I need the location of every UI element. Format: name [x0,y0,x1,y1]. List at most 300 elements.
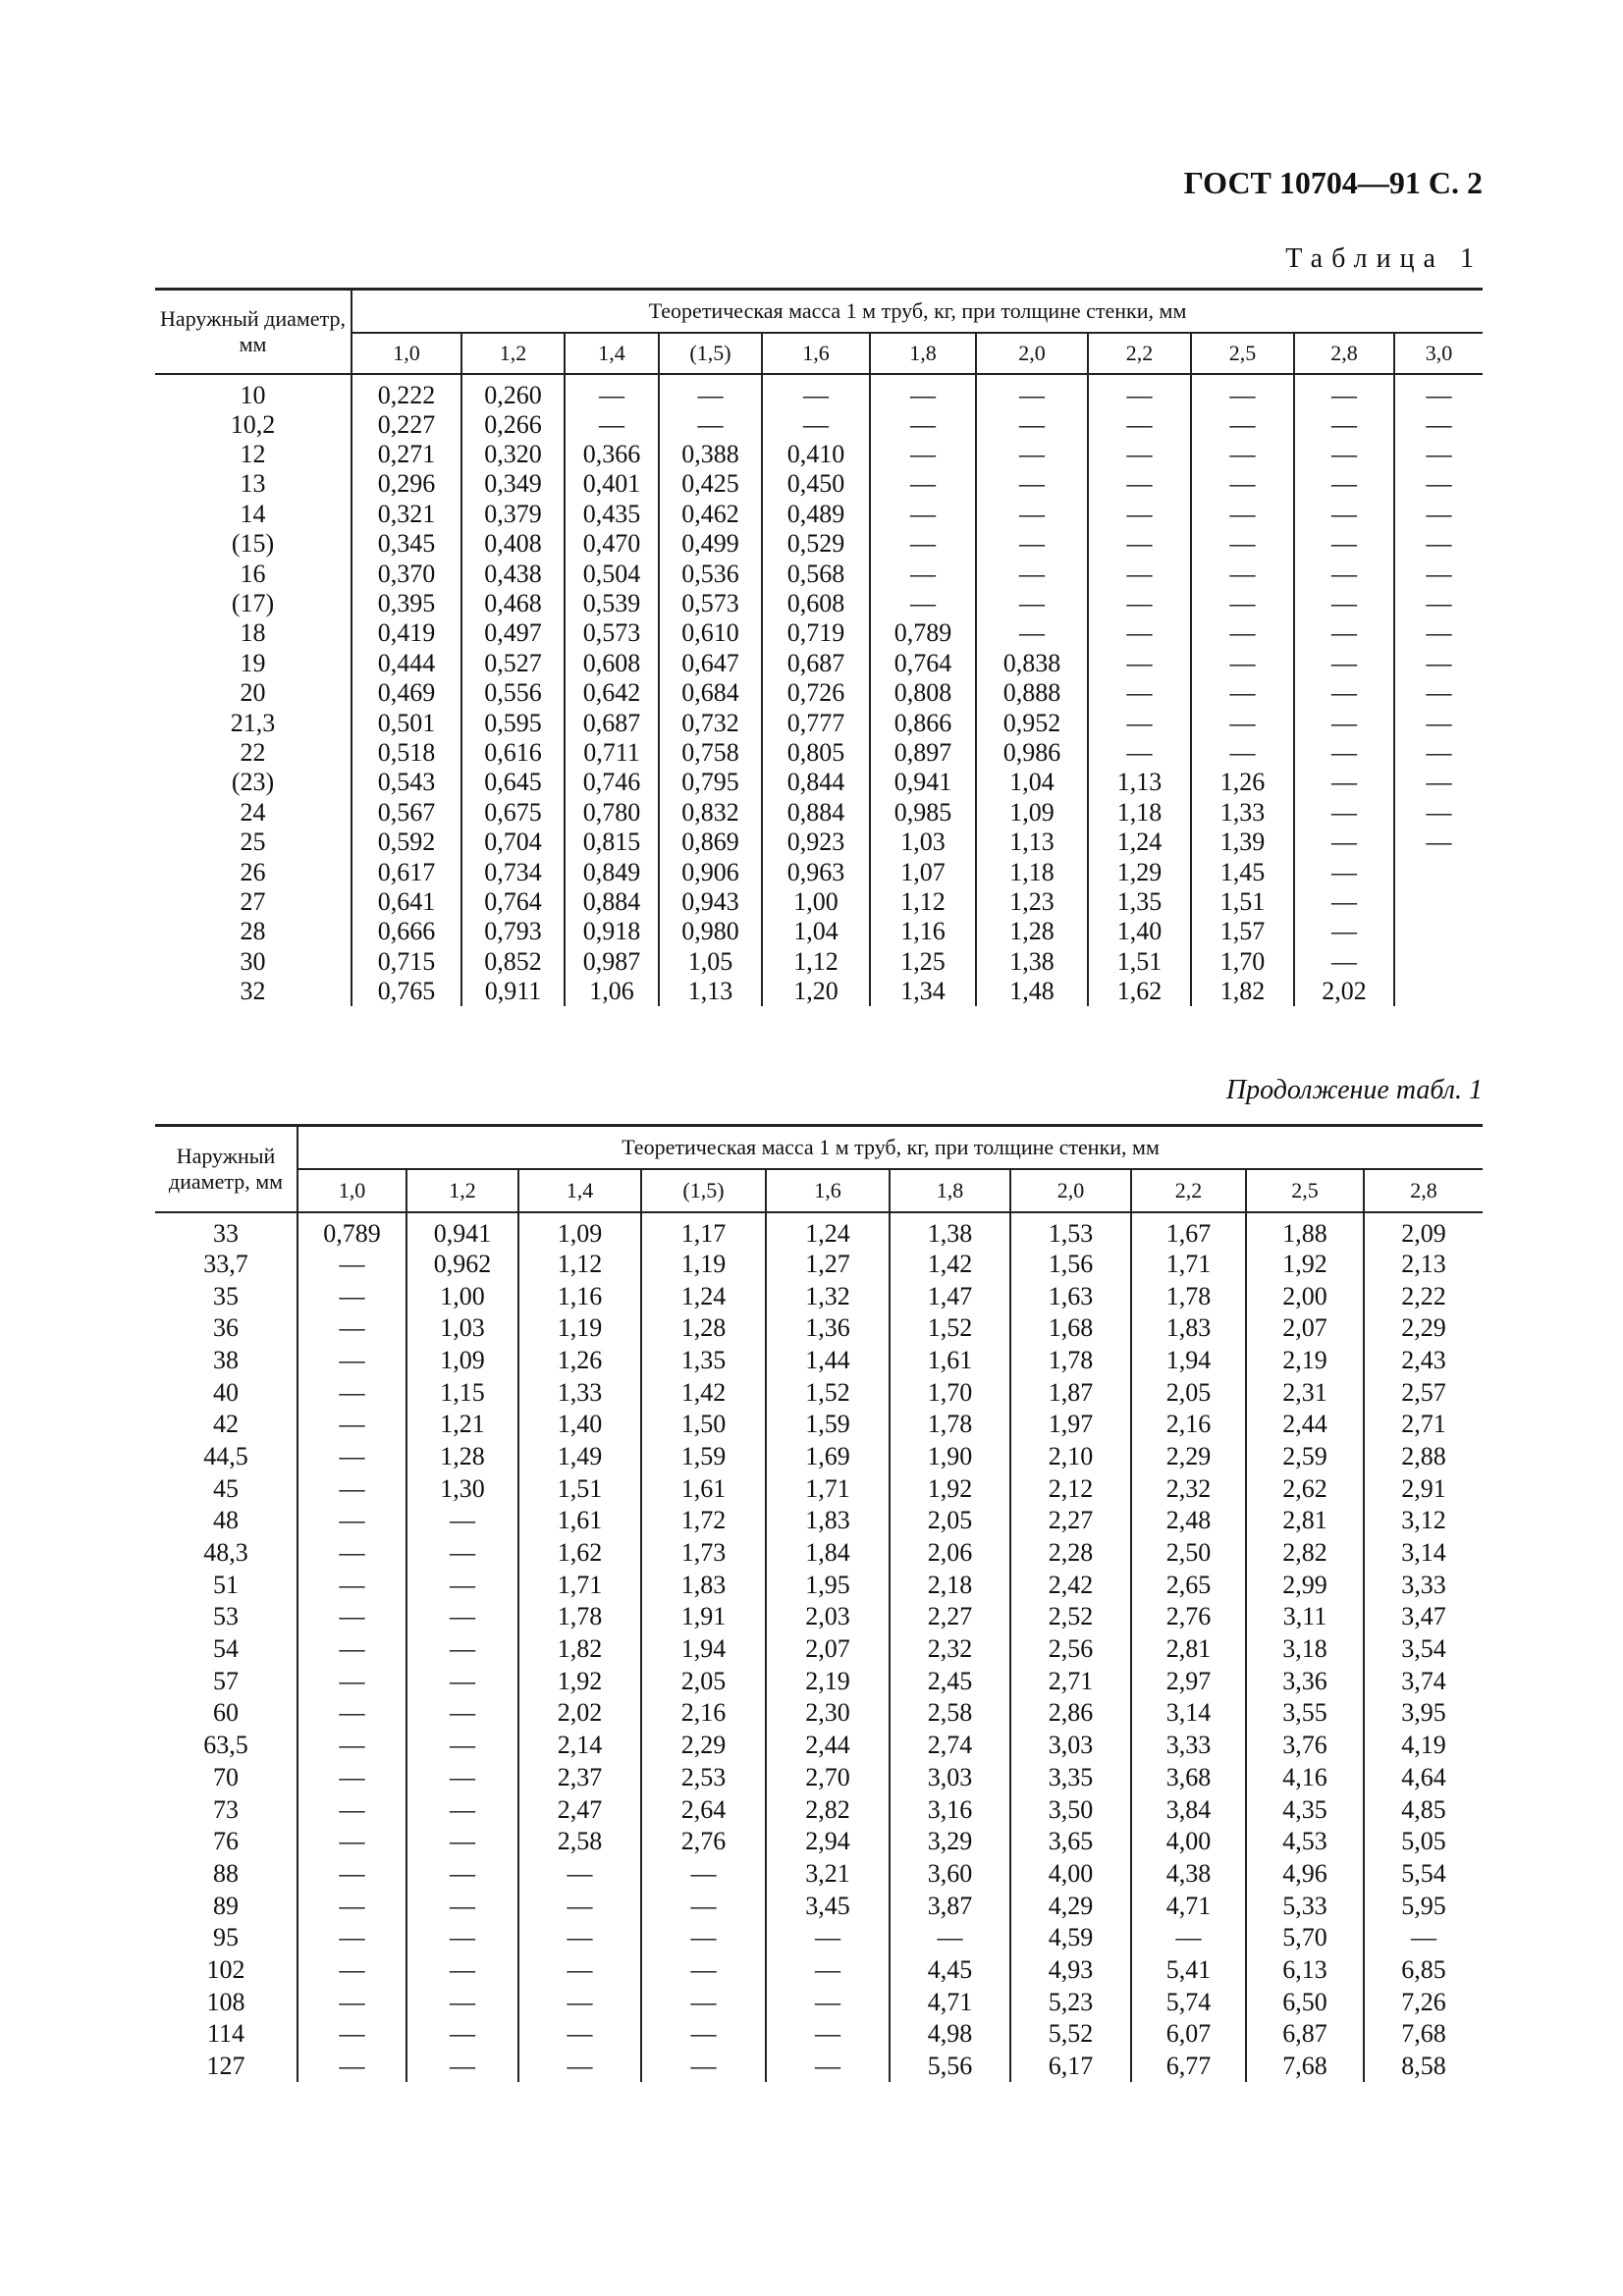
mass-cell: 3,11 [1246,1601,1364,1633]
mass-cell: 1,94 [641,1633,766,1666]
mass-cell: — [518,1986,641,2018]
mass-cell: — [1294,738,1394,768]
mass-cell: 2,27 [890,1601,1010,1633]
mass-cell: 1,12 [762,947,870,977]
mass-cell: — [1394,828,1483,857]
mass-cell: 0,941 [406,1212,518,1249]
outer-diameter-cell: 102 [206,1954,245,1984]
mass-cell: 3,76 [1246,1730,1364,1762]
mass-cell: 1,20 [762,977,870,1006]
mass-cell: 1,28 [641,1312,766,1345]
mass-cell: 2,19 [766,1665,890,1697]
mass-cell: 1,78 [890,1409,1010,1441]
table-row [155,1986,1483,2018]
outer-diameter-cell: 95 [213,1923,239,1952]
mass-cell: 0,539 [565,589,659,618]
mass-cell: 3,14 [1364,1537,1483,1570]
mass-cell: 2,42 [1010,1569,1131,1601]
table2-col-header: 1,4 [518,1169,641,1212]
outer-diameter-cell: 73 [213,1794,239,1824]
mass-cell: 0,952 [976,708,1088,737]
mass-cell: 2,45 [890,1665,1010,1697]
mass-cell: 2,02 [1294,977,1394,1006]
mass-cell: 2,07 [766,1633,890,1666]
mass-cell: 0,296 [352,469,461,499]
outer-diameter-cell: 19 [240,648,266,677]
mass-cell: — [406,2018,518,2051]
mass-cell: 1,18 [976,857,1088,886]
mass-cell: 0,518 [352,738,461,768]
mass-cell: — [298,1793,406,1826]
mass-cell: 3,54 [1364,1633,1483,1666]
mass-cell: 1,21 [406,1409,518,1441]
mass-cell: 1,83 [766,1505,890,1537]
mass-cell: 2,37 [518,1762,641,1794]
mass-cell: — [976,469,1088,499]
mass-cell: — [1191,589,1294,618]
mass-cell: — [1294,500,1394,529]
mass-cell: 0,573 [659,589,762,618]
mass-cell: — [406,1762,518,1794]
outer-diameter-cell: 16 [240,559,266,588]
mass-cell: 2,76 [1131,1601,1246,1633]
mass-cell: 1,04 [762,917,870,946]
mass-cell: — [298,1954,406,1987]
mass-cell: 3,12 [1364,1505,1483,1537]
mass-cell: 2,44 [1246,1409,1364,1441]
mass-cell: — [1294,410,1394,440]
mass-cell: — [1088,708,1191,737]
mass-cell: 1,45 [1191,857,1294,886]
mass-cell: — [298,2018,406,2051]
mass-cell: — [1394,410,1483,440]
table2-col-header: 1,8 [890,1169,1010,1212]
mass-cell: 0,765 [352,977,461,1006]
mass-cell: 2,94 [766,1826,890,1858]
mass-cell: — [406,1697,518,1730]
outer-diameter-cell: 32 [240,977,266,1006]
mass-cell: — [641,1922,766,1954]
mass-cell: — [976,374,1088,410]
mass-cell: 2,16 [1131,1409,1246,1441]
mass-cell: 5,23 [1010,1986,1131,2018]
mass-cell: — [976,559,1088,588]
mass-cell: 4,45 [890,1954,1010,1987]
mass-cell: — [298,2051,406,2083]
mass-cell: 0,320 [461,440,565,469]
mass-cell: — [766,1922,890,1954]
table-row [155,1793,1483,1826]
outer-diameter-cell: 30 [240,946,266,976]
mass-cell: — [298,1665,406,1697]
mass-cell: 3,33 [1131,1730,1246,1762]
table-row [155,678,1483,708]
table-row [155,1472,1483,1505]
mass-cell: — [1088,678,1191,708]
mass-cell: 0,366 [565,440,659,469]
mass-cell: 0,832 [659,798,762,828]
mass-cell: 1,52 [890,1312,1010,1345]
mass-cell: — [976,410,1088,440]
mass-cell: 5,56 [890,2051,1010,2083]
mass-cell: — [298,1409,406,1441]
mass-cell: 2,70 [766,1762,890,1794]
mass-cell: — [298,1762,406,1794]
table2-col-header: 2,5 [1246,1169,1364,1212]
outer-diameter-cell: 24 [240,797,266,827]
mass-cell: 0,684 [659,678,762,708]
mass-cell: 1,35 [641,1345,766,1377]
mass-cell: 0,536 [659,559,762,588]
outer-diameter-cell: 21,3 [230,708,276,737]
mass-cell: — [1191,649,1294,678]
mass-cell: 1,09 [406,1345,518,1377]
mass-cell: 4,19 [1364,1730,1483,1762]
mass-cell: 1,00 [762,887,870,917]
table-row [155,589,1483,618]
mass-cell: — [1088,374,1191,410]
mass-cell: 0,941 [870,768,976,797]
mass-cell: 0,866 [870,708,976,737]
mass-cell: 2,97 [1131,1665,1246,1697]
mass-cell: 6,17 [1010,2051,1131,2083]
mass-cell: 0,608 [565,649,659,678]
mass-cell: 0,645 [461,768,565,797]
table-row [155,618,1483,648]
mass-cell: 5,33 [1246,1890,1364,1922]
mass-cell: 1,32 [766,1280,890,1312]
mass-cell: 2,74 [890,1730,1010,1762]
table-row [155,887,1483,917]
mass-cell: — [766,2018,890,2051]
mass-cell: 2,19 [1246,1345,1364,1377]
mass-cell [1394,947,1483,977]
mass-cell: 0,573 [565,618,659,648]
table-row [155,798,1483,828]
table-row [155,1890,1483,1922]
mass-cell: — [1088,440,1191,469]
mass-cell: 1,59 [641,1441,766,1473]
mass-cell: 0,529 [762,529,870,559]
mass-cell: 5,54 [1364,1858,1483,1891]
mass-cell: 1,61 [641,1472,766,1505]
mass-cell: 4,64 [1364,1762,1483,1794]
table1-caption: Таблица 1 [1285,243,1483,274]
mass-cell: 1,78 [518,1601,641,1633]
mass-cell: 1,36 [766,1312,890,1345]
table-row [155,1569,1483,1601]
mass-cell: 0,608 [762,589,870,618]
mass-cell: 0,567 [352,798,461,828]
mass-cell: — [518,1890,641,1922]
mass-cell: 2,88 [1364,1441,1483,1473]
outer-diameter-cell: 44,5 [203,1441,248,1470]
mass-cell: — [870,469,976,499]
mass-cell: 2,02 [518,1697,641,1730]
mass-cell: 0,888 [976,678,1088,708]
mass-cell: — [1294,708,1394,737]
mass-cell: 1,51 [1191,887,1294,917]
mass-cell: 4,35 [1246,1793,1364,1826]
mass-cell: 1,59 [766,1409,890,1441]
mass-cell: 1,68 [1010,1312,1131,1345]
mass-cell: 6,13 [1246,1954,1364,1987]
mass-cell: 3,14 [1131,1697,1246,1730]
mass-cell: — [1294,469,1394,499]
mass-cell [1394,977,1483,1006]
mass-cell: 4,93 [1010,1954,1131,1987]
mass-cell: 8,58 [1364,2051,1483,2083]
mass-cell: — [762,374,870,410]
outer-diameter-cell: 10,2 [230,409,276,439]
table2-col-header: 1,2 [406,1169,518,1212]
table-row [155,1249,1483,1281]
mass-cell: 0,764 [870,649,976,678]
mass-cell: 2,81 [1246,1505,1364,1537]
mass-cell: — [1294,678,1394,708]
mass-cell: 1,05 [659,947,762,977]
mass-cell: 1,69 [766,1441,890,1473]
mass-cell: — [1364,1922,1483,1954]
outer-diameter-cell: 28 [240,917,266,946]
mass-cell: — [1191,678,1294,708]
mass-cell: — [1088,559,1191,588]
mass-cell: — [976,500,1088,529]
mass-cell: 5,74 [1131,1986,1246,2018]
mass-cell: 1,33 [1191,798,1294,828]
outer-diameter-cell: 88 [213,1858,239,1888]
mass-cell: 5,70 [1246,1922,1364,1954]
table-row [155,1665,1483,1697]
mass-cell: 2,58 [518,1826,641,1858]
mass-cell: — [406,1505,518,1537]
outer-diameter-cell: (23) [231,768,275,797]
mass-cell: 3,03 [1010,1730,1131,1762]
mass-cell: — [1394,589,1483,618]
mass-cell: — [565,410,659,440]
table2 [155,1124,1483,2082]
mass-cell: — [1394,618,1483,648]
mass-cell: 1,13 [976,828,1088,857]
mass-cell: — [641,1954,766,1987]
mass-cell: 0,489 [762,500,870,529]
mass-cell: 0,260 [461,374,565,410]
table-row [155,917,1483,946]
mass-cell: 2,28 [1010,1537,1131,1570]
mass-cell: 4,00 [1010,1858,1131,1891]
mass-cell: 6,50 [1246,1986,1364,2018]
mass-cell: 0,419 [352,618,461,648]
mass-cell: 0,793 [461,917,565,946]
mass-cell: 2,32 [890,1633,1010,1666]
mass-cell: 0,884 [565,887,659,917]
mass-cell: 3,74 [1364,1665,1483,1697]
mass-cell: 1,71 [1131,1249,1246,1281]
mass-cell: 2,06 [890,1537,1010,1570]
mass-cell: 1,03 [406,1312,518,1345]
mass-cell: — [298,1376,406,1409]
mass-cell: 0,271 [352,440,461,469]
mass-cell: 2,30 [766,1697,890,1730]
mass-cell: — [518,2018,641,2051]
mass-cell: 0,675 [461,798,565,828]
outer-diameter-cell: 54 [213,1634,239,1664]
mass-cell: 1,57 [1191,917,1294,946]
mass-cell: 1,39 [1191,828,1294,857]
table-row [155,1505,1483,1537]
mass-cell: 0,266 [461,410,565,440]
mass-cell: 6,07 [1131,2018,1246,2051]
outer-diameter-cell: 63,5 [203,1731,248,1760]
table2-col-header: 1,6 [766,1169,890,1212]
mass-cell: — [1294,917,1394,946]
mass-cell: 1,13 [659,977,762,1006]
table2-col-header: 2,0 [1010,1169,1131,1212]
mass-cell: — [1191,500,1294,529]
table-row [155,947,1483,977]
mass-cell: 0,911 [461,977,565,1006]
mass-cell: — [1394,500,1483,529]
mass-cell: 4,85 [1364,1793,1483,1826]
mass-cell: 2,65 [1131,1569,1246,1601]
mass-cell: 1,38 [976,947,1088,977]
mass-cell: — [641,2051,766,2083]
mass-cell: 0,543 [352,768,461,797]
table-row [155,649,1483,678]
outer-diameter-cell: 13 [240,469,266,499]
mass-cell: 0,395 [352,589,461,618]
table1-col-header: (1,5) [659,333,762,374]
mass-cell: 3,60 [890,1858,1010,1891]
table1-col-header: 3,0 [1394,333,1483,374]
mass-cell: 3,55 [1246,1697,1364,1730]
mass-cell: 0,777 [762,708,870,737]
mass-cell: 1,15 [406,1376,518,1409]
mass-cell: 1,51 [1088,947,1191,977]
mass-cell: 1,52 [766,1376,890,1409]
mass-cell: 2,43 [1364,1345,1483,1377]
table-row [155,857,1483,886]
mass-cell: — [406,1922,518,1954]
table-row [155,1633,1483,1666]
table1-col-header: 2,2 [1088,333,1191,374]
mass-cell: 0,388 [659,440,762,469]
outer-diameter-cell: 14 [240,499,266,528]
mass-cell: 0,321 [352,500,461,529]
mass-cell: — [1088,649,1191,678]
mass-cell: — [565,374,659,410]
mass-cell: — [406,1569,518,1601]
mass-cell: — [1088,469,1191,499]
mass-cell: — [298,1858,406,1891]
mass-cell: 0,704 [461,828,565,857]
mass-cell: — [1294,857,1394,886]
mass-cell: 0,592 [352,828,461,857]
mass-cell: 1,40 [1088,917,1191,946]
mass-cell: 0,227 [352,410,461,440]
mass-cell: — [1191,708,1294,737]
mass-cell: — [1191,469,1294,499]
mass-cell: — [1088,738,1191,768]
mass-cell: — [890,1922,1010,1954]
table-row [155,440,1483,469]
mass-cell: 1,70 [890,1376,1010,1409]
table-row [155,469,1483,499]
mass-cell: 0,980 [659,917,762,946]
mass-cell: 0,556 [461,678,565,708]
mass-cell: 1,67 [1131,1212,1246,1249]
mass-cell: 1,33 [518,1376,641,1409]
mass-cell: — [1191,529,1294,559]
mass-cell [1394,917,1483,946]
mass-cell: 0,410 [762,440,870,469]
outer-diameter-cell: 48,3 [203,1538,248,1568]
mass-cell: — [1191,618,1294,648]
mass-cell: 0,918 [565,917,659,946]
mass-cell: — [1191,374,1294,410]
table-row [155,2051,1483,2083]
mass-cell: — [1088,529,1191,559]
mass-cell: 0,732 [659,708,762,737]
mass-cell: — [976,589,1088,618]
mass-cell: 1,35 [1088,887,1191,917]
mass-cell: 0,501 [352,708,461,737]
mass-cell: 1,92 [1246,1249,1364,1281]
mass-cell: 0,719 [762,618,870,648]
mass-cell: 1,48 [976,977,1088,1006]
outer-diameter-cell: 27 [240,886,266,916]
mass-cell: 1,09 [976,798,1088,828]
mass-cell: — [870,529,976,559]
table-row [155,1826,1483,1858]
mass-cell: — [1394,440,1483,469]
mass-cell: 1,95 [766,1569,890,1601]
mass-cell: 2,32 [1131,1472,1246,1505]
mass-cell: 0,438 [461,559,565,588]
mass-cell: 1,25 [870,947,976,977]
mass-cell: 1,09 [518,1212,641,1249]
mass-cell: 1,16 [518,1280,641,1312]
mass-cell: 2,82 [766,1793,890,1826]
mass-cell: 1,30 [406,1472,518,1505]
mass-cell: — [1394,469,1483,499]
mass-cell: 2,48 [1131,1505,1246,1537]
mass-cell: 0,726 [762,678,870,708]
mass-cell: — [870,440,976,469]
mass-cell: 0,852 [461,947,565,977]
mass-cell: — [1088,618,1191,648]
mass-cell: 0,647 [659,649,762,678]
mass-cell: — [298,1505,406,1537]
outer-diameter-cell: 22 [240,737,266,767]
mass-cell: 2,86 [1010,1697,1131,1730]
outer-diameter-cell: 18 [240,618,266,648]
table1-col-header: 1,2 [461,333,565,374]
mass-cell: 2,64 [641,1793,766,1826]
mass-cell: 1,84 [766,1537,890,1570]
table1-col-header: 1,6 [762,333,870,374]
mass-cell: 1,24 [641,1280,766,1312]
mass-cell: 0,435 [565,500,659,529]
mass-cell: — [406,1633,518,1666]
mass-cell: 1,61 [518,1505,641,1537]
mass-cell: 0,595 [461,708,565,737]
mass-cell: — [298,1280,406,1312]
mass-cell: 0,789 [870,618,976,648]
outer-diameter-cell: 76 [213,1827,239,1856]
mass-cell: 3,16 [890,1793,1010,1826]
outer-diameter-cell: 57 [213,1666,239,1695]
